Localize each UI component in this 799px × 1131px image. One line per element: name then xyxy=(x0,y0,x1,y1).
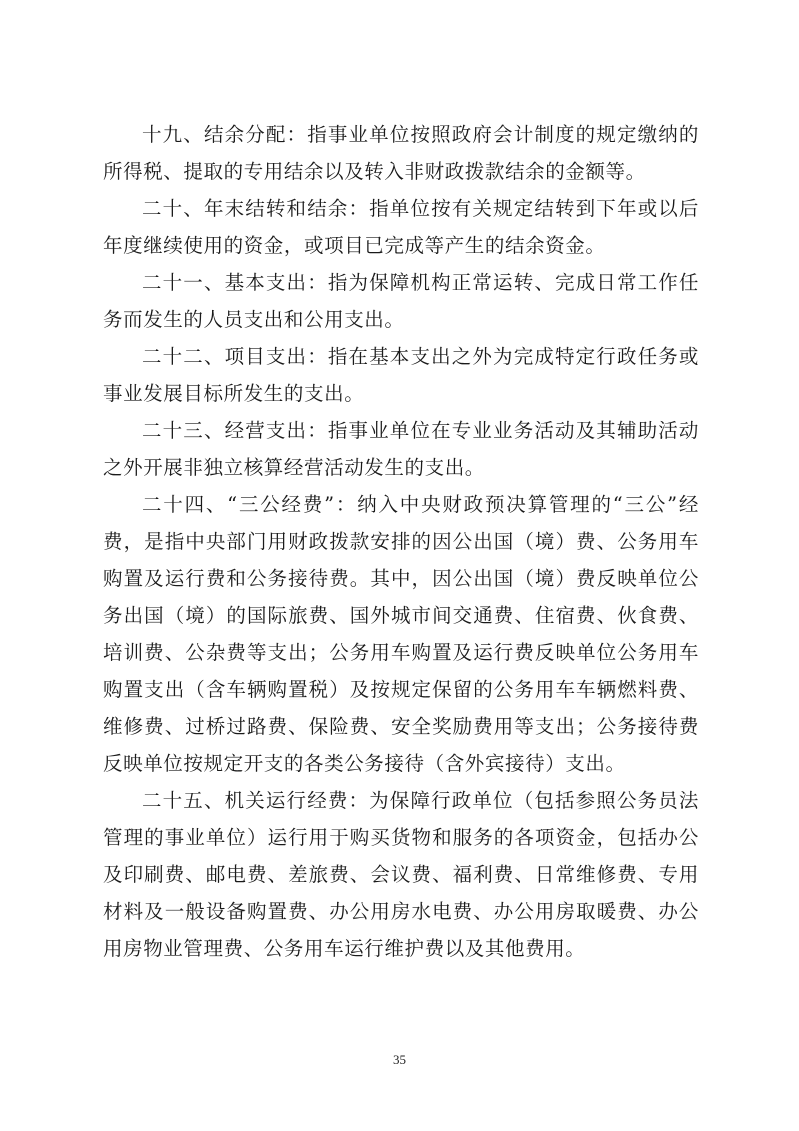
paragraph-basic-expenditure: 二十一、基本支出：指为保障机构正常运转、完成日常工作任务而发生的人员支出和公用支出。 xyxy=(103,271,699,331)
paragraph-operating-expenditure: 二十三、经营支出：指事业单位在专业业务活动及其辅助活动之外开展非独立核算经营活动发生的支出。 xyxy=(103,419,699,479)
paragraph-three-public-expenses: 二十四、“三公经费”：纳入中央财政预决算管理的“三公”经费，是指中央部门用财政拨款安排的因公出国（境）费、公务用车购置及运行费和公务接待费。其中，因公出国（境）费反映单位公务出国（境）的国际旅费、国外城市间交通费、住宿费、伙食费、培训费、公杂费等支出；公务用车购置及运行费反映单位公务用车购置支出（含车辆购置税）及按规定保留的公务用车车辆燃料费、维修费、过桥过路费、保险费、安全奖励费用等支出；公务接待费反映单位按规定开支的各类公务接待（含外宾接待）支出。 xyxy=(103,493,699,775)
paragraph-agency-operating-expenses: 二十五、机关运行经费：为保障行政单位（包括参照公务员法管理的事业单位）运行用于购买货物和服务的各项资金，包括办公及印刷费、邮电费、差旅费、会议费、福利费、日常维修费、专用材料及一般设备购置费、办公用房水电费、办公用房取暖费、办公用房物业管理费、公务用车运行维护费以及其他费用。 xyxy=(103,789,699,960)
paragraph-project-expenditure: 二十二、项目支出：指在基本支出之外为完成特定行政任务或事业发展目标所发生的支出。 xyxy=(103,345,699,405)
paragraph-surplus-distribution: 十九、结余分配：指事业单位按照政府会计制度的规定缴纳的所得税、提取的专用结余以及转入非财政拨款结余的金额等。 xyxy=(103,123,699,183)
page-number: 35 xyxy=(393,1052,406,1067)
body-text xyxy=(103,116,699,967)
paragraph-year-end-carryover: 二十、年末结转和结余：指单位按有关规定结转到下年或以后年度继续使用的资金，或项目已完成等产生的结余资金。 xyxy=(103,197,699,257)
